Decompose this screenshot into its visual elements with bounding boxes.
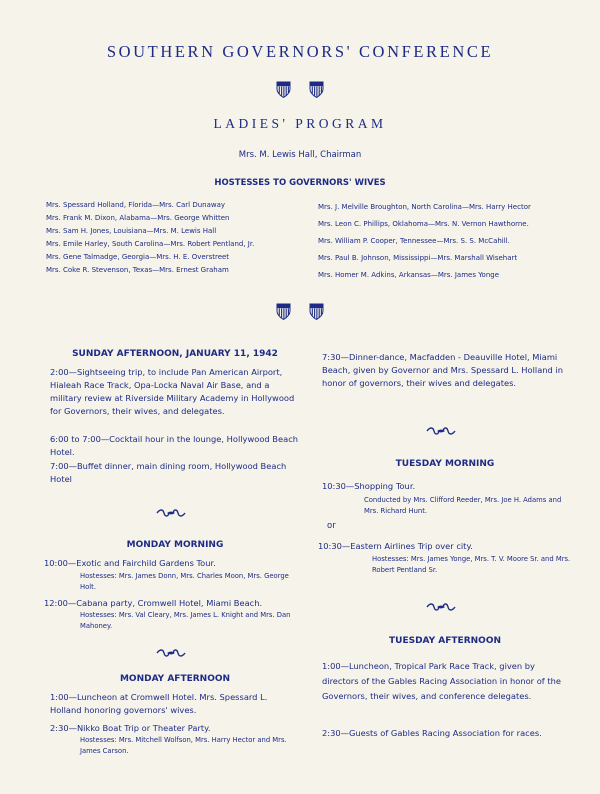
hostess-entry: Mrs. Gene Talmadge, Georgia—Mrs. H. E. Overstreet <box>46 253 230 261</box>
shield-icon <box>309 303 324 320</box>
hostess-entry: Mrs. Paul B. Johnson, Mississippi—Mrs. Marshall Wisehart <box>318 254 518 262</box>
hostess-entry: Mrs. Frank M. Dixon, Alabama—Mrs. George Whitten <box>46 214 230 222</box>
entry-time: 1:00— <box>322 661 349 671</box>
entry-hostesses: Conducted by Mrs. Clifford Reeder, Mrs. Joe H. Adams and Mrs. Richard Hunt. <box>364 496 562 515</box>
hostess-entry: Mrs. Leon C. Phillips, Oklahoma—Mrs. N. Vernon Hawthorne. <box>318 220 529 228</box>
ornament-icon <box>426 603 456 611</box>
monday-morning-heading: MONDAY MORNING <box>126 540 224 550</box>
entry-time: 10:30— <box>322 481 355 491</box>
tuesday-afternoon-heading: TUESDAY AFTERNOON <box>389 636 501 646</box>
schedule-entry <box>50 691 300 717</box>
program-subtitle: LADIES' PROGRAM <box>213 116 387 131</box>
or-separator: or <box>327 521 336 531</box>
schedule-entry <box>50 366 302 418</box>
hostesses-list-left <box>46 199 311 277</box>
entry-time: 10:00— <box>44 558 77 568</box>
schedule-entry <box>318 540 568 553</box>
schedule-entry <box>322 726 568 741</box>
hostesses-list-right <box>318 199 580 284</box>
page-title: SOUTHERN GOVERNORS' CONFERENCE <box>106 42 494 61</box>
hostess-entry: Mrs. Coke R. Stevenson, Texas—Mrs. Ernest Graham <box>46 266 229 274</box>
entry-hostesses: Hostesses: Mrs. James Yonge, Mrs. T. V. Moore Sr. and Mrs. Robert Pentland Sr. <box>372 555 571 574</box>
chairman-line: Mrs. M. Lewis Hall, Chairman <box>238 150 362 160</box>
entry-time: 6:00 to 7:00— <box>50 434 110 444</box>
hostess-entry: Mrs. J. Melville Broughton, North Carolina—Mrs. Harry Hector <box>318 203 531 211</box>
shield-pair-middle <box>0 303 600 320</box>
shield-icon <box>276 303 291 320</box>
schedule-entry <box>322 659 568 704</box>
entry-text: Luncheon at Cromwell Hotel. Mrs. Spessard L. Holland honoring governors' wives. <box>50 692 268 715</box>
entry-time: 2:00— <box>50 367 77 377</box>
entry-hostesses: Hostesses: Mrs. James Donn, Mrs. Charles Moon, Mrs. George Holt. <box>80 572 289 591</box>
entry-text: Sightseeing trip, to include Pan American Airport, Hialeah Race Track, Opa-Locka Naval Air Base, and a military review at Riverside Military Academy in Hollywood for Governors, their wives, and delegates. <box>50 367 295 416</box>
schedule-entry <box>50 722 300 735</box>
entry-time: 2:30— <box>50 723 77 733</box>
entry-time: 7:30— <box>322 352 349 362</box>
entry-time: 12:00— <box>44 598 77 608</box>
entry-time: 10:30— <box>318 541 351 551</box>
entry-text: Nikko Boat Trip or Theater Party. <box>76 723 211 733</box>
ornament-icon <box>156 509 186 517</box>
ornament-icon <box>426 427 456 435</box>
schedule-entry <box>50 433 302 459</box>
entry-text: Guests of Gables Racing Association for races. <box>348 728 542 738</box>
shield-pair-top <box>0 81 600 98</box>
hostess-entry: Mrs. Emile Harley, South Carolina—Mrs. Robert Pentland, Jr. <box>46 240 255 248</box>
entry-text: Buffet dinner, main dining room, Hollywood Beach Hotel <box>50 461 287 484</box>
entry-text: Exotic and Fairchild Gardens Tour. <box>76 558 216 568</box>
shield-icon <box>276 81 291 98</box>
hostesses-heading: HOSTESSES TO GOVERNORS' WIVES <box>214 178 386 188</box>
schedule-entry <box>44 597 304 610</box>
hostess-entry: Mrs. Homer M. Adkins, Arkansas—Mrs. James Yonge <box>318 271 500 279</box>
hostess-entry: Mrs. Spessard Holland, Florida—Mrs. Carl Dunaway <box>46 201 226 209</box>
entry-time: 1:00— <box>50 692 77 702</box>
monday-afternoon-heading: MONDAY AFTERNOON <box>119 674 231 684</box>
entry-hostesses: Hostesses: Mrs. Mitchell Wolfson, Mrs. Harry Hector and Mrs. James Carson. <box>80 736 287 755</box>
entry-text: Eastern Airlines Trip over city. <box>350 541 473 551</box>
schedule-entry <box>322 480 568 493</box>
hostess-entry: Mrs. Sam H. Jones, Louisiana—Mrs. M. Lewis Hall <box>46 227 217 235</box>
tuesday-morning-heading: TUESDAY MORNING <box>395 459 495 469</box>
hostess-entry: Mrs. William P. Cooper, Tennessee—Mrs. S. S. McCahill. <box>318 237 510 245</box>
sunday-afternoon-heading: SUNDAY AFTERNOON, JANUARY 11, 1942 <box>72 349 278 359</box>
entry-time: 2:30— <box>322 728 349 738</box>
entry-text: Shopping Tour. <box>354 481 416 491</box>
entry-text: Cocktail hour in the lounge, Hollywood Beach Hotel. <box>50 434 299 457</box>
shield-icon <box>309 81 324 98</box>
entry-text: Luncheon, Tropical Park Race Track, given by directors of the Gables Racing Association in honor of the Governors, their wives, and conference delegates. <box>322 661 561 701</box>
entry-text: Dinner-dance, Macfadden - Deauville Hotel, Miami Beach, given by Governor and Mrs. Spessard L. Holland in honor of governors, their wives and delegates. <box>322 352 564 388</box>
entry-hostesses: Hostesses: Mrs. Val Cleary, Mrs. James L. Knight and Mrs. Dan Mahoney. <box>80 611 291 630</box>
schedule-entry <box>50 460 302 486</box>
entry-text: Cabana party, Cromwell Hotel, Miami Beach. <box>76 598 263 608</box>
entry-time: 7:00— <box>50 461 77 471</box>
schedule-entry <box>322 351 568 390</box>
ornament-icon <box>156 649 186 657</box>
schedule-entry <box>44 557 304 570</box>
